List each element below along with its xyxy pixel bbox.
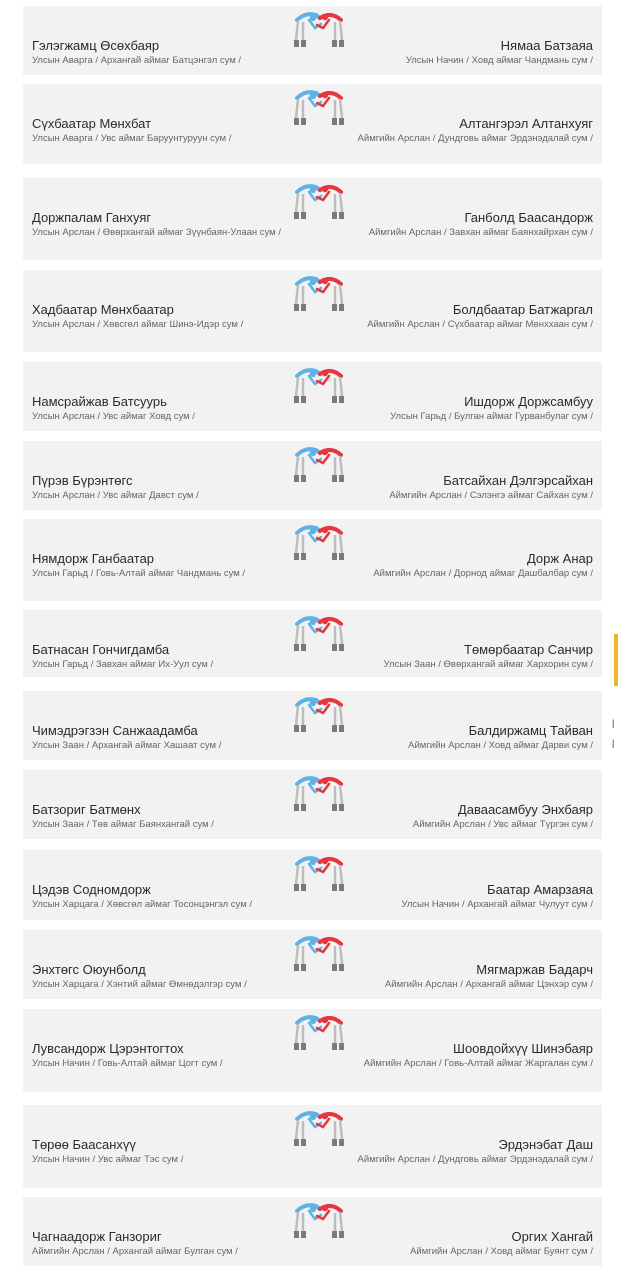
wrestler-name[interactable]: Ганболд Баасандорж [464, 210, 593, 225]
wrestler-info: Улсын Заан / Өвөрхангай аймаг Хархорин сум / [383, 659, 593, 670]
left-wrestler [32, 362, 302, 431]
wrestler-info: Аймгийн Арслан / Увс аймаг Түргэн сум / [412, 819, 593, 830]
wrestler-info: Улсын Арслан / Увс аймаг Давст сум / [32, 490, 199, 501]
match-row[interactable] [23, 610, 602, 677]
wrestler-name[interactable]: Төмөрбаатар Санчир [464, 642, 593, 657]
left-wrestler [32, 1105, 302, 1188]
right-wrestler [323, 1009, 593, 1092]
wrestler-info: Аймгийн Арслан / Архангай аймаг Булган сум / [32, 1246, 238, 1257]
wrestler-name[interactable]: Даваасамбуу Энхбаяр [457, 802, 593, 817]
wrestler-info: Улсын Заан / Архангай аймаг Хашаат сум / [32, 740, 222, 751]
match-row[interactable] [23, 362, 602, 431]
right-wrestler [323, 610, 593, 677]
wrestler-name[interactable]: Сүхбаатар Мөнхбат [32, 116, 152, 131]
left-wrestler [32, 691, 302, 760]
wrestler-name[interactable]: Нямдорж Ганбаатар [32, 551, 155, 566]
wrestler-name[interactable]: Ишдорж Доржсамбуу [464, 394, 593, 409]
right-wrestler [323, 441, 593, 510]
wrestler-info: Улсын Гарьд / Завхан аймаг Их-Уул сум / [32, 659, 214, 670]
wrestler-name[interactable]: Эрдэнэбат Даш [498, 1137, 593, 1152]
match-row[interactable] [23, 850, 602, 920]
wrestler-info: Улсын Начин / Говь-Алтай аймаг Цогт сум / [32, 1058, 223, 1069]
wrestler-info: Аймгийн Арслан / Ховд аймаг Дарви сум / [408, 740, 593, 751]
wrestler-name[interactable]: Батсайхан Дэлгэрсайхан [443, 473, 593, 488]
left-wrestler [32, 1009, 302, 1092]
wrestler-name[interactable]: Лувсандорж Цэрэнтогтох [32, 1041, 184, 1056]
match-row[interactable] [23, 1197, 602, 1266]
wrestler-name[interactable]: Доржпалам Ганхуяг [32, 210, 152, 225]
left-wrestler [32, 519, 302, 601]
match-row[interactable] [23, 1009, 602, 1092]
wrestler-info: Аймгийн Арслан / Завхан аймаг Баянхайрхан сум / [368, 227, 593, 238]
wrestler-name[interactable]: Хадбаатар Мөнхбаатар [32, 302, 174, 317]
wrestler-info: Улсын Аварга / Архангай аймаг Батцэнгэл сум / [32, 55, 242, 66]
wrestler-info: Аймгийн Арслан / Говь-Алтай аймаг Жаргалан сум / [363, 1058, 593, 1069]
right-wrestler [323, 1197, 593, 1266]
match-row[interactable] [23, 691, 602, 760]
wrestler-info: Аймгийн Арслан / Дундговь аймаг Эрдэнэдалай сум / [357, 1154, 593, 1165]
match-row[interactable] [23, 84, 602, 164]
wrestler-name[interactable]: Энхтөгс Оюунболд [32, 962, 146, 977]
left-wrestler [32, 770, 302, 839]
match-row[interactable] [23, 270, 602, 352]
edge-glyph: | [612, 718, 615, 728]
wrestler-name[interactable]: Гэлэгжамц Өсөхбаяр [32, 38, 160, 53]
match-row[interactable] [23, 6, 602, 75]
wrestler-name[interactable]: Алтангэрэл Алтанхуяг [459, 116, 593, 131]
left-wrestler [32, 610, 302, 677]
right-wrestler [323, 84, 593, 164]
left-wrestler [32, 1197, 302, 1266]
wrestler-name[interactable]: Мягмаржав Бадарч [476, 962, 593, 977]
right-wrestler [323, 270, 593, 352]
wrestler-info: Улсын Арслан / Хөвсгөл аймаг Шинэ-Идэр сум / [32, 319, 244, 330]
wrestler-info: Улсын Гарьд / Говь-Алтай аймаг Чандмань сум / [32, 568, 246, 579]
wrestler-name[interactable]: Балдиржамц Тайван [468, 723, 593, 738]
wrestler-info: Улсын Начин / Архангай аймаг Чулуут сум / [401, 899, 593, 910]
wrestler-info: Улсын Харцага / Хэнтий аймаг Өмнөдэлгэр сум / [32, 979, 247, 990]
edge-glyph: | [612, 738, 615, 748]
wrestler-name[interactable]: Пүрэв Бүрэнтөгс [32, 473, 133, 488]
wrestler-info: Аймгийн Арслан / Ховд аймаг Буянт сум / [410, 1246, 593, 1257]
wrestler-name[interactable]: Төрөө Баасанхүү [32, 1137, 136, 1152]
wrestler-name[interactable]: Батзориг Батмөнх [32, 802, 141, 817]
wrestler-info: Аймгийн Арслан / Архангай аймаг Цэнхэр сум / [384, 979, 593, 990]
wrestler-name[interactable]: Цэдэв Содномдорж [32, 882, 151, 897]
wrestler-name[interactable]: Чимэдрэгзэн Санжаадамба [32, 723, 198, 738]
right-wrestler [323, 362, 593, 431]
wrestler-info: Улсын Арслан / Увс аймаг Ховд сум / [32, 411, 195, 422]
left-wrestler [32, 6, 302, 75]
wrestler-name[interactable]: Намсрайжав Батсуурь [32, 394, 167, 409]
right-wrestler [323, 691, 593, 760]
wrestler-info: Аймгийн Арслан / Дундговь аймаг Эрдэнэдалай сум / [357, 133, 593, 144]
match-row[interactable] [23, 770, 602, 839]
match-row[interactable] [23, 1105, 602, 1188]
wrestler-info: Улсын Арслан / Өвөрхангай аймаг Зүүнбаян-Улаан сум / [32, 227, 281, 238]
wrestler-info: Аймгийн Арслан / Сүхбаатар аймаг Мөнххаан сум / [367, 319, 593, 330]
wrestler-name[interactable]: Батнасан Гончигдамба [32, 642, 170, 657]
wrestler-info: Улсын Начин / Ховд аймаг Чандмань сум / [405, 55, 593, 66]
match-row[interactable] [23, 930, 602, 999]
wrestler-info: Улсын Начин / Увс аймаг Тэс сум / [32, 1154, 184, 1165]
right-wrestler [323, 1105, 593, 1188]
wrestler-info: Аймгийн Арслан / Сэлэнгэ аймаг Сайхан сум / [389, 490, 593, 501]
wrestler-info: Улсын Заан / Төв аймаг Баянхангай сум / [32, 819, 214, 830]
wrestler-name[interactable]: Чагнаадорж Ганзориг [32, 1229, 162, 1244]
left-wrestler [32, 178, 302, 260]
wrestler-name[interactable]: Оргих Хангай [511, 1229, 593, 1244]
wrestler-name[interactable]: Баатар Амарзаяа [487, 882, 593, 897]
match-row[interactable] [23, 519, 602, 601]
right-wrestler [323, 770, 593, 839]
left-wrestler [32, 930, 302, 999]
wrestler-info: Улсын Гарьд / Булган аймаг Гурванбулаг сум / [390, 411, 593, 422]
wrestler-name[interactable]: Дорж Анар [526, 551, 593, 566]
wrestler-name[interactable]: Нямаа Батзаяа [500, 38, 593, 53]
match-row[interactable] [23, 178, 602, 260]
wrestler-name[interactable]: Болдбаатар Батжаргал [452, 302, 593, 317]
left-wrestler [32, 270, 302, 352]
wrestler-name[interactable]: Шоовдойхүү Шинэбаяр [453, 1041, 593, 1056]
right-wrestler [323, 930, 593, 999]
left-wrestler [32, 850, 302, 920]
right-wrestler [323, 178, 593, 260]
wrestler-info: Улсын Харцага / Хөвсгөл аймаг Тосонцэнгэл сум / [32, 899, 252, 910]
wrestler-info: Улсын Аварга / Увс аймаг Баруунтуруун сум / [32, 133, 232, 144]
match-row[interactable] [23, 441, 602, 510]
wrestler-info: Аймгийн Арслан / Дорнод аймаг Дашбалбар сум / [373, 568, 593, 579]
left-wrestler [32, 441, 302, 510]
right-wrestler [323, 519, 593, 601]
left-wrestler [32, 84, 302, 164]
right-wrestler [323, 850, 593, 920]
right-wrestler [323, 6, 593, 75]
edge-accent [614, 634, 618, 686]
